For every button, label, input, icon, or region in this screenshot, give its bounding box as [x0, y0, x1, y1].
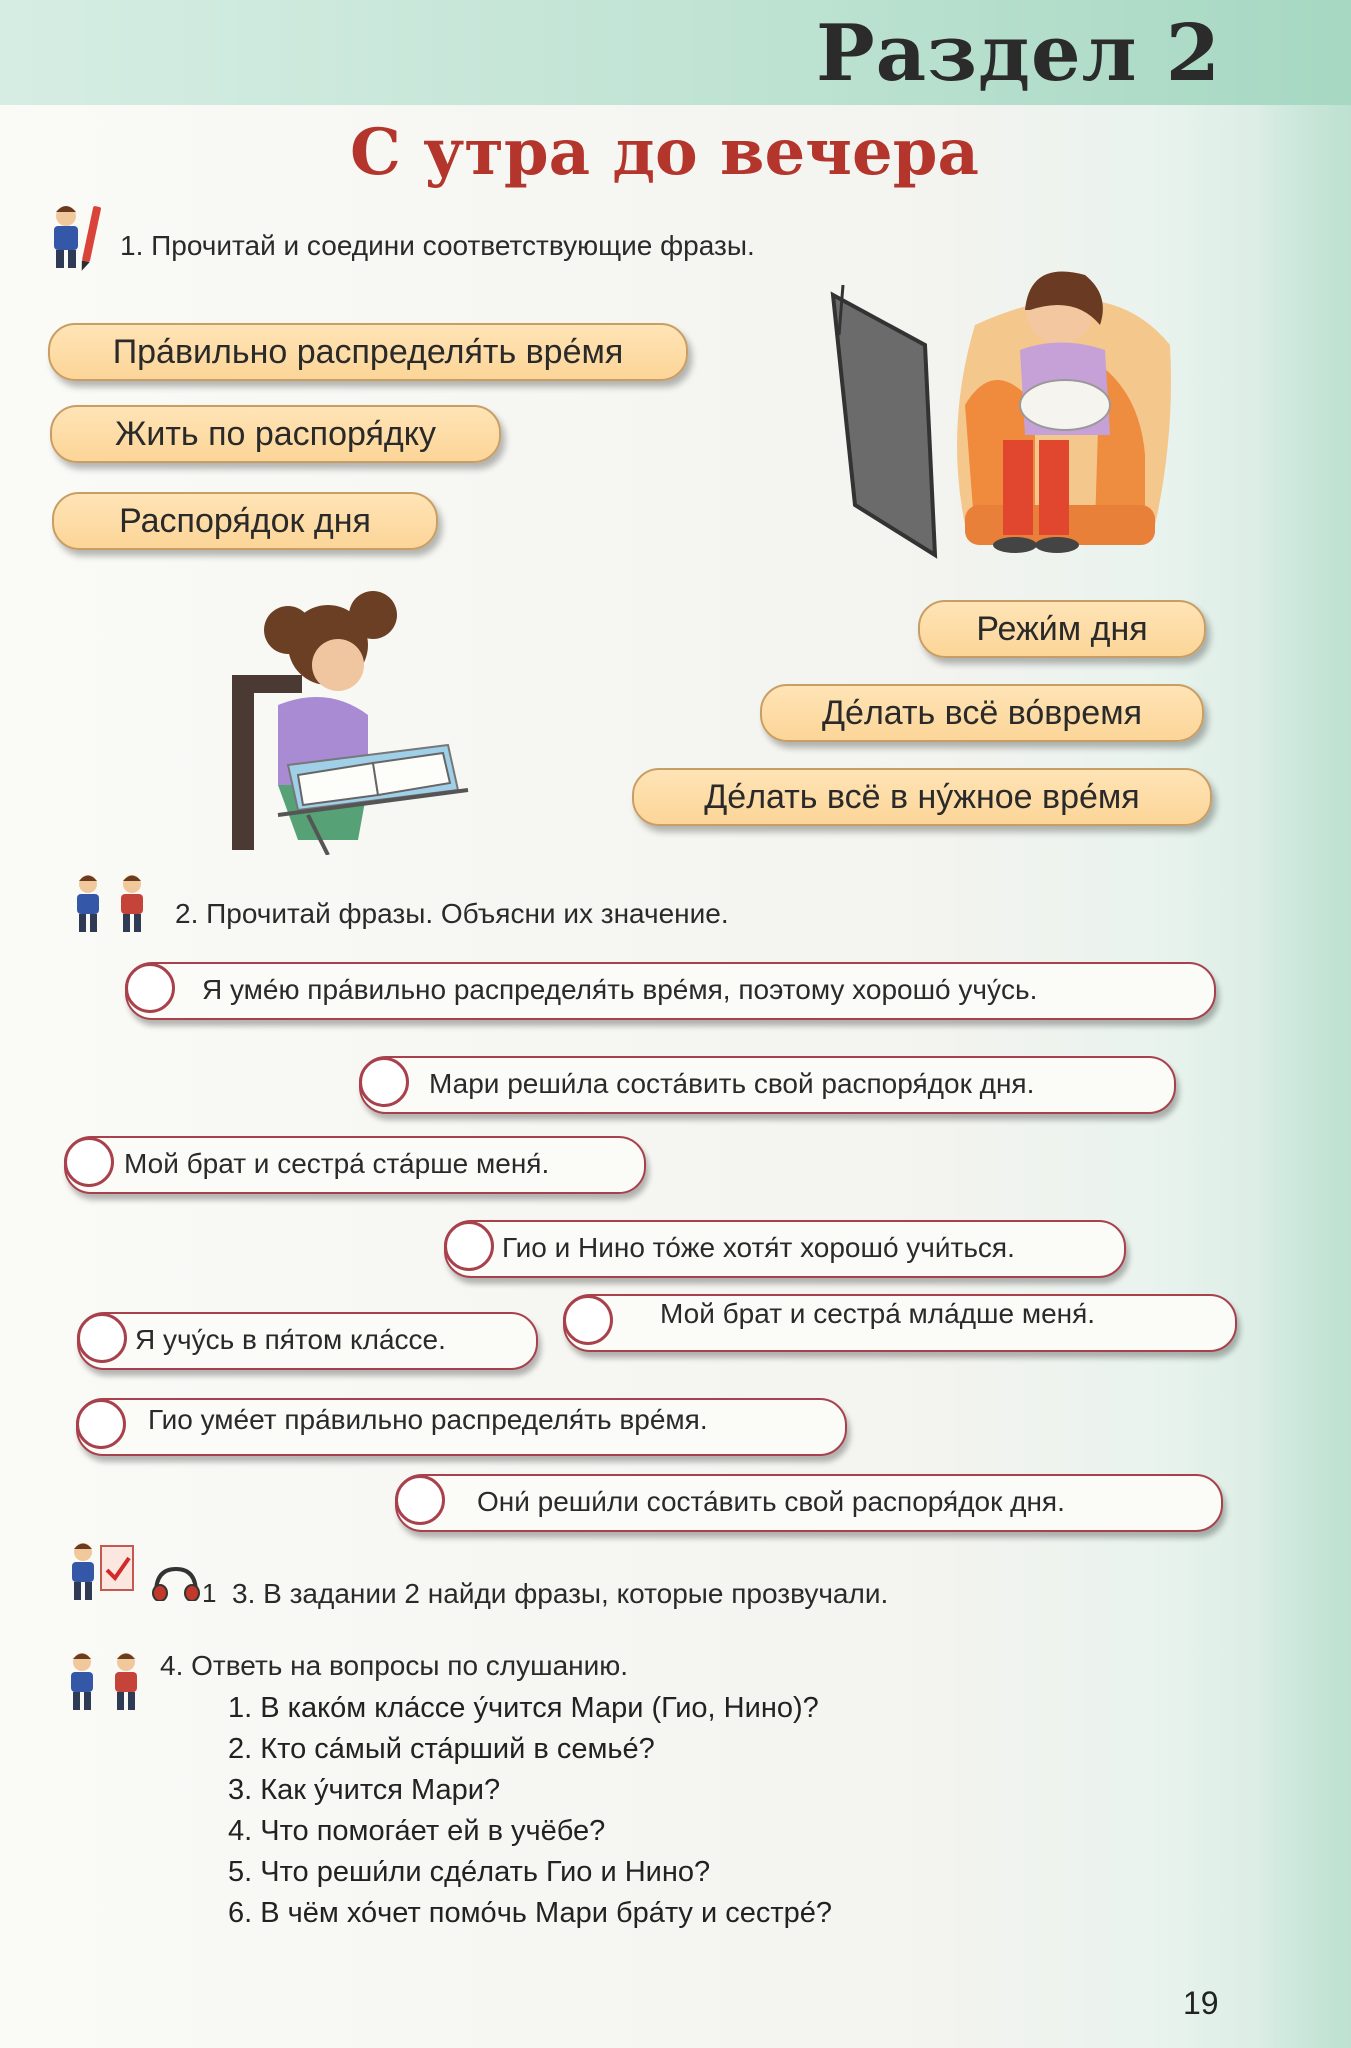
sentence-pill[interactable] [444, 1220, 1126, 1278]
sentence-pill[interactable] [77, 1312, 538, 1370]
headphones-icon [150, 1565, 202, 1601]
sentence-text: Они́ реши́ли соста́вить свой распоря́док дня. [477, 1486, 1065, 1517]
sentence-pill[interactable] [395, 1474, 1223, 1532]
question-item: 1. В како́м кла́ссе у́чится Мари (Гио, Нино)? [228, 1692, 819, 1724]
answer-circle[interactable] [395, 1475, 445, 1525]
pupil-checklist-icon [65, 1540, 137, 1602]
pupil-writing-icon [44, 202, 110, 272]
answer-circle[interactable] [563, 1295, 613, 1345]
sentence-pill[interactable] [125, 962, 1216, 1020]
sentence-text: Мари реши́ла соста́вить свой распоря́док дня. [429, 1068, 1035, 1099]
answer-circle[interactable] [444, 1221, 494, 1271]
pair-work-icon [62, 1650, 150, 1712]
sentence-pill[interactable] [359, 1056, 1176, 1114]
phrase-pill[interactable]: Пра́вильно распределя́ть вре́мя [48, 323, 688, 381]
page-number: 19 [1183, 1985, 1219, 2021]
sentence-text: Мой брат и сестра́ ста́рше меня́. [124, 1148, 550, 1179]
answer-circle[interactable] [64, 1137, 114, 1187]
sentence-pill[interactable] [563, 1294, 1237, 1352]
question-item: 2. Кто са́мый ста́рший в семье́? [228, 1733, 655, 1765]
phrase-pill[interactable]: Де́лать всё в ну́жное вре́мя [632, 768, 1212, 826]
answer-circle[interactable] [359, 1057, 409, 1107]
girl-watching-tv-illustration [825, 255, 1185, 570]
task2-instruction: 2. Прочитай фразы. Объясни их значение. [175, 898, 729, 929]
phrase-pill[interactable]: Режи́м дня [918, 600, 1206, 658]
task3-instruction: 3. В задании 2 найди фразы, которые прозвучали. [232, 1578, 889, 1609]
question-item: 3. Как у́чится Мари? [228, 1774, 501, 1806]
girl-reading-illustration [218, 575, 478, 855]
sentence-text: Гио уме́ет пра́вильно распределя́ть вре́мя. [148, 1404, 708, 1435]
section-title: Раздел 2 [815, 8, 1221, 99]
answer-circle[interactable] [77, 1313, 127, 1363]
sentence-text: Я уме́ю пра́вильно распределя́ть вре́мя, поэтому хорошо́ учу́сь. [202, 974, 1038, 1005]
question-list [228, 1688, 832, 1934]
sentence-pill[interactable] [64, 1136, 646, 1194]
answer-circle[interactable] [76, 1399, 126, 1449]
question-item: 6. В чём хо́чет помо́чь Мари бра́ту и сестре́? [228, 1897, 833, 1929]
question-item: 5. Что реши́ли сде́лать Гио и Нино? [228, 1856, 711, 1888]
task4-instruction: 4. Ответь на вопросы по слушанию. [160, 1650, 629, 1681]
task1-instruction: 1. Прочитай и соедини соответствующие фразы. [120, 230, 755, 261]
sentence-text: Я учу́сь в пя́том кла́ссе. [135, 1324, 446, 1355]
answer-circle[interactable] [125, 963, 175, 1013]
pair-work-icon [68, 872, 156, 934]
phrase-pill[interactable]: Жить по распоря́дку [50, 405, 501, 463]
phrase-pill[interactable]: Де́лать всё во́время [760, 684, 1204, 742]
audio-track-number: 1 [202, 1578, 217, 1608]
lesson-title: С утра до вечера [350, 115, 979, 190]
phrase-pill[interactable]: Распоря́док дня [52, 492, 438, 550]
sentence-pill[interactable] [76, 1398, 847, 1456]
sentence-text: Гио и Нино то́же хотя́т хорошо́ учи́ться. [502, 1232, 1015, 1263]
margin-band [1256, 105, 1351, 2048]
sentence-text: Мой брат и сестра́ мла́дше меня́. [660, 1298, 1096, 1329]
question-item: 4. Что помога́ет ей в учёбе? [228, 1815, 606, 1847]
